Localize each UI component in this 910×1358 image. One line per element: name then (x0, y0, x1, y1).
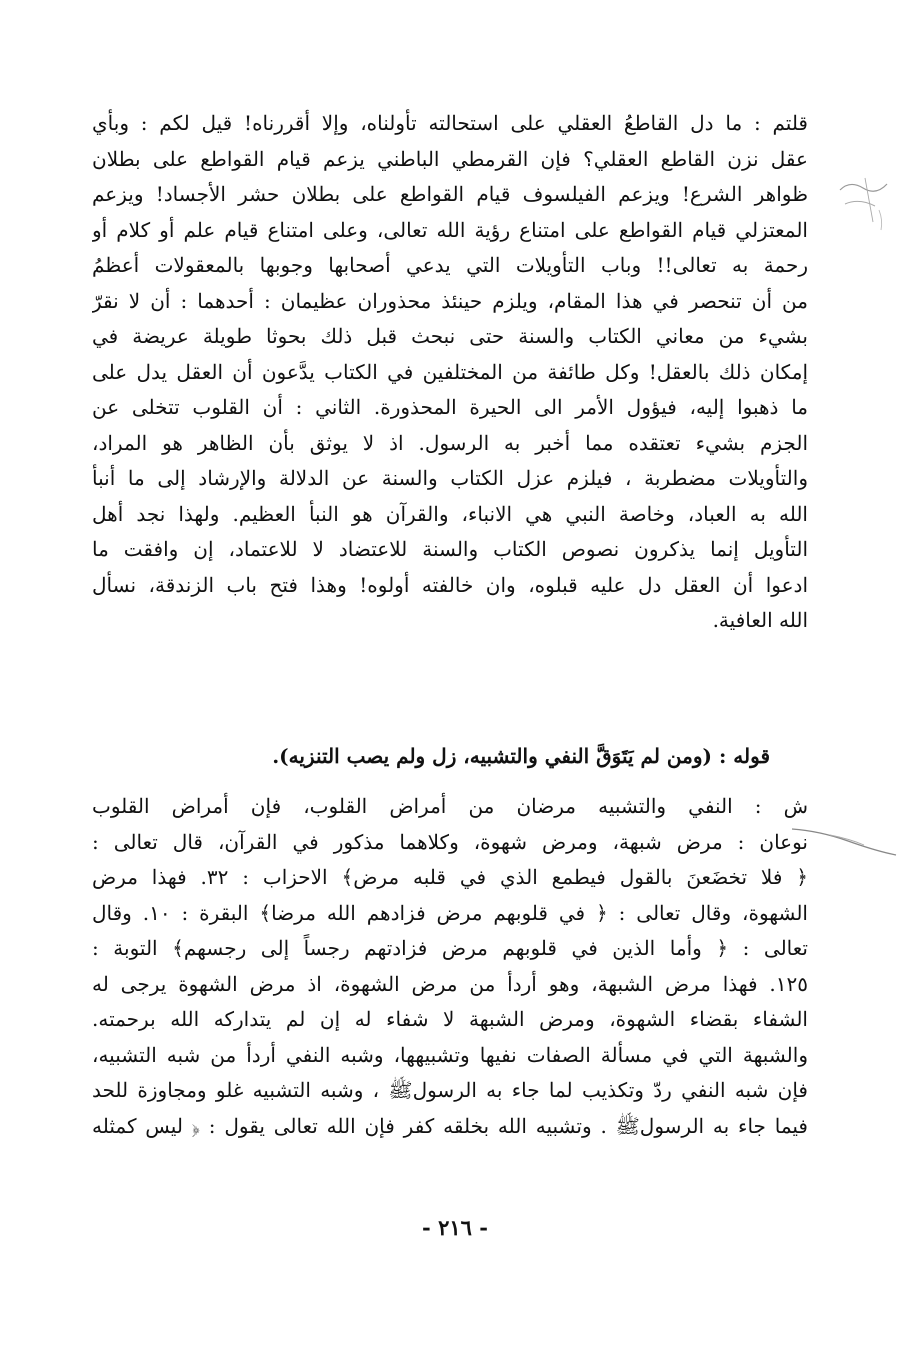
text-line: فيما جاء به الرسولﷺ . وتشبيه الله بخلقه كفر فإن الله تعالى يقول : ﴿ ليس كمثله (92, 1113, 808, 1138)
text-line: ١٢٥. فهذا مرض الشبهة، وهو أردأ من مرض الشهوة، اذ مرض الشهوة يرجى له (92, 971, 808, 996)
text-line: الله به العباد، وخاصة النبي هي الانباء، والقرآن هو النبأ العظيم. ولهذا نجد أهل (92, 501, 808, 526)
text-line: والتأويلات مضطربة ، فيلزم عزل الكتاب والسنة عن الدلالة والإرشاد إلى ما أنبأ (92, 466, 808, 490)
text-line: فإن شبه النفي ردّ وتكذيب لما جاء به الرسولﷺ ، وشبه التشبيه غلو ومجاوزة للحد (92, 1078, 808, 1102)
text-line: تعالى : ﴿ وأما الذين في قلوبهم مرض فزادتهم رجساً إلى رجسهم﴾ التوبة : (92, 936, 808, 960)
text-line: المعتزلي قيام القواطع على امتناع رؤية الله تعالى، وعلى امتناع قيام علم أو كلام أو (92, 217, 808, 242)
text-line: عقل نزن القاطع العقلي؟ فإن القرمطي الباطني يزعم قيام القواطع على بطلان (92, 146, 808, 171)
margin-scribble-top (835, 170, 895, 240)
text-line: الله العافية. (712, 608, 808, 632)
margin-scribble-bottom (790, 815, 900, 865)
text-line: قلتم : ما دل القاطعُ العقلي على استحالته تأولناه، وإلا أقررناه! قيل لكم : وبأي (92, 111, 808, 135)
text-line: إمكان ذلك بالعقل! وكل طائفة من المختلفين في الكتاب يدَّعون أن العقل يدل على (92, 359, 808, 384)
text-line: الشهوة، وقال تعالى : ﴿ في قلوبهم مرض فزادهم الله مرضا﴾ البقرة : ١٠. وقال (92, 900, 808, 925)
page-number: - ٢١٦ - (422, 1215, 488, 1240)
text-line: الشفاء بقضاء الشهوة، ومرض الشبهة لا شفاء له إن لم يتداركه الله برحمته. (92, 1007, 808, 1031)
text-line: بشيء من معاني الكتاب والسنة حتى نبحث قبل ذلك بحوثا طويلة عريضة في (92, 324, 808, 348)
text-line: الجزم بشيء تعتقده مما أخبر به الرسول. اذ لا يوثق بأن الظاهر هو المراد، (92, 430, 808, 455)
text-line: رحمة به تعالى!! وباب التأويلات التي يدعي أصحابها وجوبها بالمعقولات أعظمُ (92, 253, 808, 277)
text-line: والشبهة التي في مسألة الصفات نفيها وتشبيهها، وشبه النفي أردأ من شبه التشبيه، (92, 1042, 808, 1067)
section-heading: قوله : (ومن لم يَتَوَقَّ النفي والتشبيه، زل ولم يصب التنزيه). (272, 744, 770, 768)
text-line: ادعوا أن العقل دل عليه قبلوه، وان خالفته أولوه! وهذا فتح باب الزندقة، نسأل (92, 572, 808, 597)
text-line: ش : النفي والتشبيه مرضان من أمراض القلوب، فإن أمراض القلوب (92, 794, 808, 818)
text-line: ما ذهبوا إليه، فيؤول الأمر الى الحيرة المحذورة. الثاني : أن القلوب تتخلى عن (92, 395, 808, 419)
text-line: ظواهر الشرع! ويزعم الفيلسوف قيام القواطع على بطلان حشر الأجساد! ويزعم (92, 182, 808, 206)
text-line: نوعان : مرض شبهة، ومرض شهوة، وكلاهما مذكور في القرآن، قال تعالى : (92, 829, 808, 854)
text-line: التأويل إنما يذكرون نصوص الكتاب والسنة للاعتضاد لا للاعتماد، إن وافقت ما (92, 537, 808, 561)
text-line: ﴿ فلا تخضَعنَ بالقول فيطمع الذي في قلبه مرض﴾ الاحزاب : ٣٢. فهذا مرض (92, 865, 808, 889)
paragraph-2 (92, 789, 808, 1144)
paragraph-1 (92, 106, 808, 639)
text-line: من أن تنحصر في هذا المقام، ويلزم حينئذ محذوران عظيمان : أحدهما : أن لا نقرّ (92, 288, 808, 313)
